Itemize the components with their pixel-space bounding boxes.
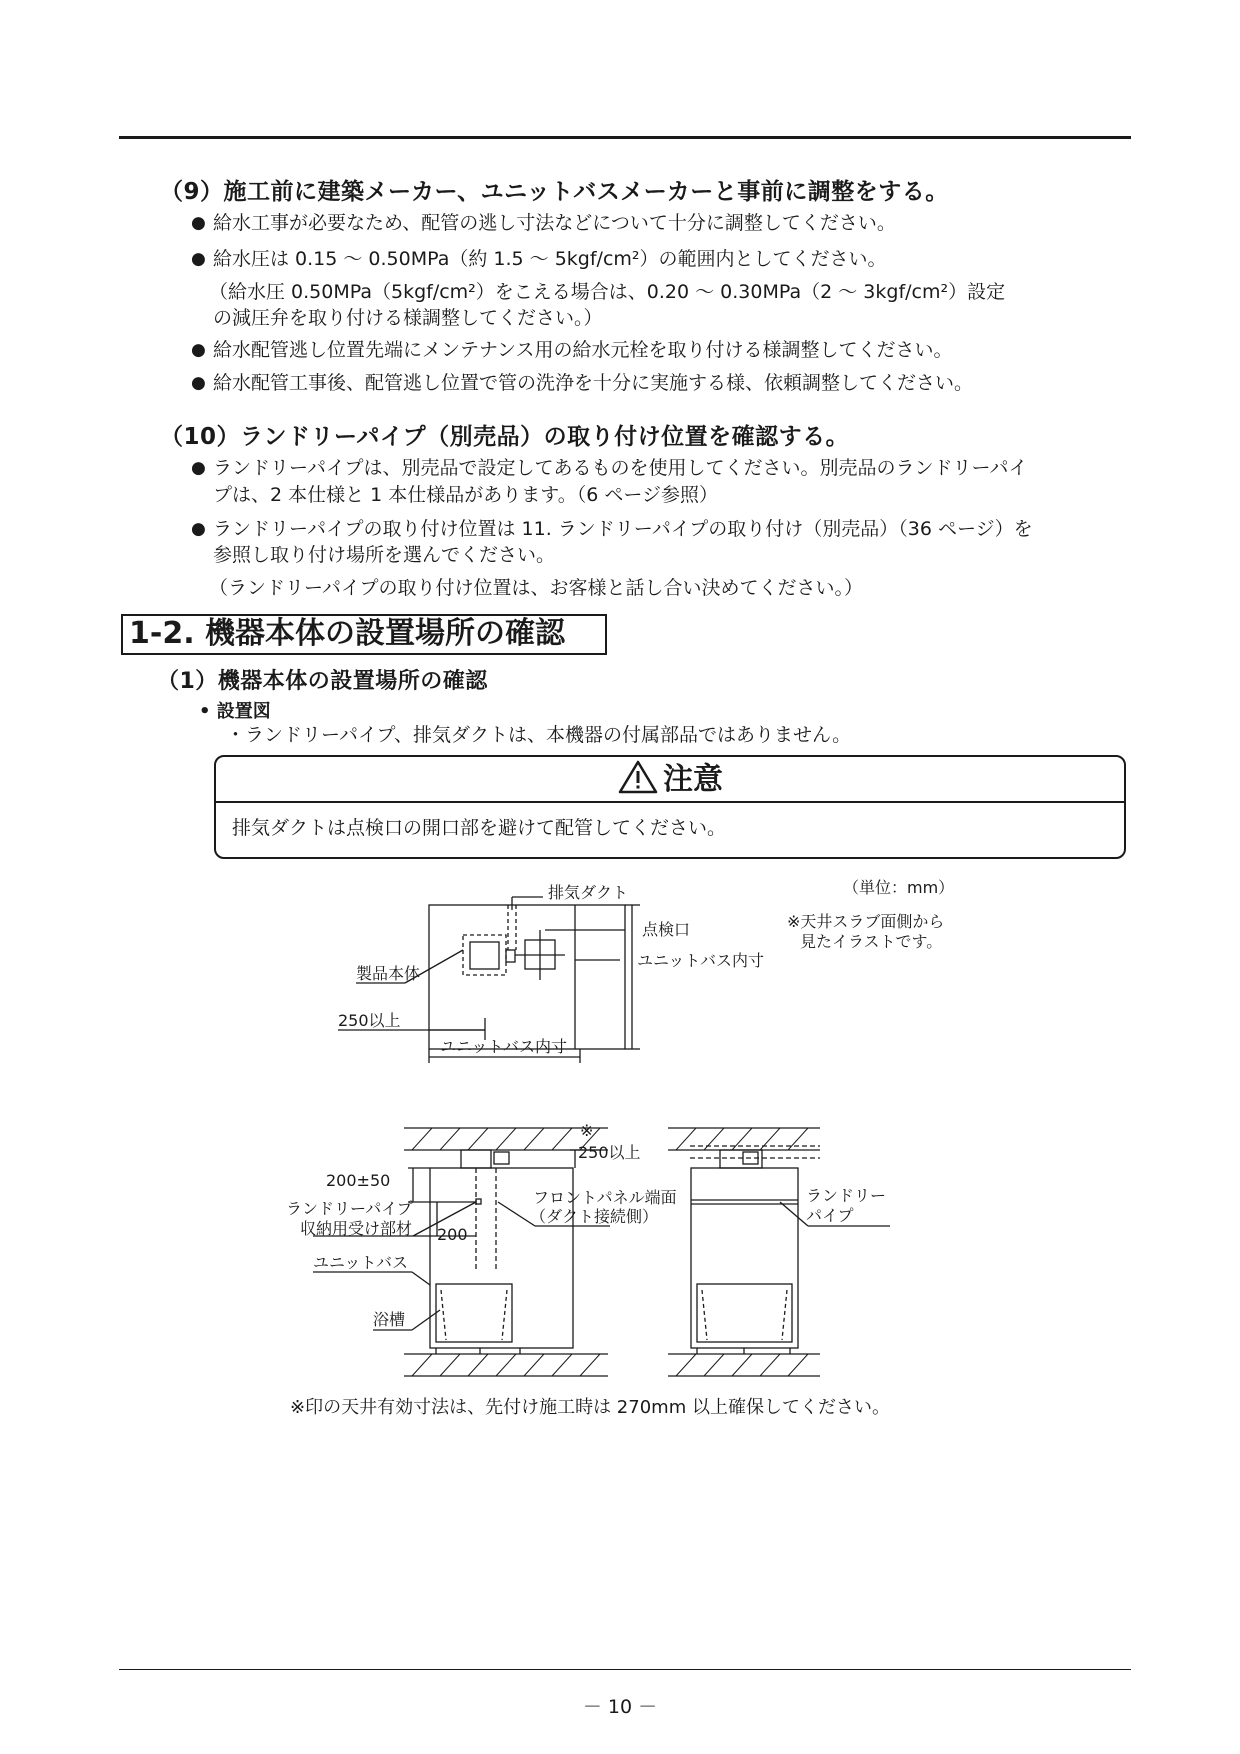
label-min-250-top: 250以上 [338,1011,401,1030]
label-200-50: 200±50 [326,1171,391,1190]
caution-text: 排気ダクトは点検口の開口部を避けて配管してください。 [232,817,727,839]
label-receiver-2: 収納用受け部材 [300,1219,413,1238]
bullet-icon: ● [191,458,206,478]
label-min-250-bottom: 250以上 [578,1143,641,1162]
bullet-icon: ● [191,519,206,539]
page-number: － 10 － [582,1696,658,1718]
caution-title: 注意 [663,762,723,797]
s10-item-1: ● ランドリーパイプは、別売品で設定してあるものを使用してください。別売品のランドリーパイ [213,454,1028,483]
label-200: 200 [437,1225,468,1244]
label-unit: （単位：mm） [843,878,955,897]
bottom-rule [119,1669,1131,1670]
s9-item-4: ● 給水配管工事後、配管逃し位置で管の洗浄を十分に実施する様、依頼調整してください。 [213,369,973,398]
s10-item-1-line-2: プは、2 本仕様と 1 本仕様品があります。（6 ページ参照） [213,484,719,506]
ceiling-note: ※印の天井有効寸法は、先付け施工時は 270mm 以上確保してください。 [290,1397,890,1418]
label-exhaust-duct: 排気ダクト [548,883,629,902]
label-product-body: 製品本体 [356,964,421,983]
label-unit-bath-inner-bottom: ユニットバス内寸 [440,1037,568,1056]
bullet-icon: ● [191,249,206,269]
s9-item-3: ● 給水配管逃し位置先端にメンテナンス用の給水元栓を取り付ける様調整してください。 [213,336,952,365]
label-unit-bath: ユニットバス [313,1253,409,1272]
label-view-note-2: 見たイラストです。 [800,932,943,951]
label-asterisk: ※ [580,1121,594,1140]
section-9-heading: （9）施工前に建築メーカー、ユニットバスメーカーと事前に調整をする。 [160,179,949,205]
label-view-note-1: ※天井スラブ面側から [787,912,945,931]
bullet-icon: ● [191,213,206,233]
label-front-panel-1: フロントパネル端面 [533,1188,677,1207]
s9-item-1: ● 給水工事が必要なため、配管の逃し寸法などについて十分に調整してください。 [213,209,896,238]
bullet-icon: ● [191,373,206,393]
label-inspection-port: 点検口 [642,920,691,939]
label-laundry-1: ランドリー [806,1186,887,1205]
label-receiver-1: ランドリーパイプ [286,1199,413,1218]
s9-item-2: ● 給水圧は 0.15 ～ 0.50MPa（約 1.5 ～ 5kgf/cm²）の範囲内としてください。 [213,245,887,274]
diagram-note: ・ランドリーパイプ、排気ダクトは、本機器の付属部品ではありません。 [226,724,852,746]
diagram-label: • 設置図 [199,701,271,722]
label-laundry-2: パイプ [806,1206,854,1225]
label-front-panel-2: （ダクト接続側） [530,1207,659,1226]
sub-heading: （1）機器本体の設置場所の確認 [157,669,488,694]
s10-note: （ランドリーパイプの取り付け位置は、お客様と話し合い決めてください。） [209,577,863,599]
s9-note-line-2: の減圧弁を取り付ける様調整してください。） [213,307,603,329]
label-unit-bath-inner-right: ユニットバス内寸 [637,951,765,970]
s10-item-2-line-2: 参照し取り付け場所を選んでください。 [213,544,556,566]
section-10-heading: （10）ランドリーパイプ（別売品）の取り付け位置を確認する。 [160,424,850,450]
bullet-icon: ● [191,340,206,360]
s10-item-2: ● ランドリーパイプの取り付け位置は 11. ランドリーパイプの取り付け（別売品）（36 ページ）を [213,515,1033,544]
section-title: 1-2. 機器本体の設置場所の確認 [129,616,566,651]
label-bathtub: 浴槽 [373,1310,406,1329]
s9-note-line-1: （給水圧 0.50MPa（5kgf/cm²）をこえる場合は、0.20 ～ 0.30MPa（2 ～ 3kgf/cm²）設定 [209,281,1006,303]
